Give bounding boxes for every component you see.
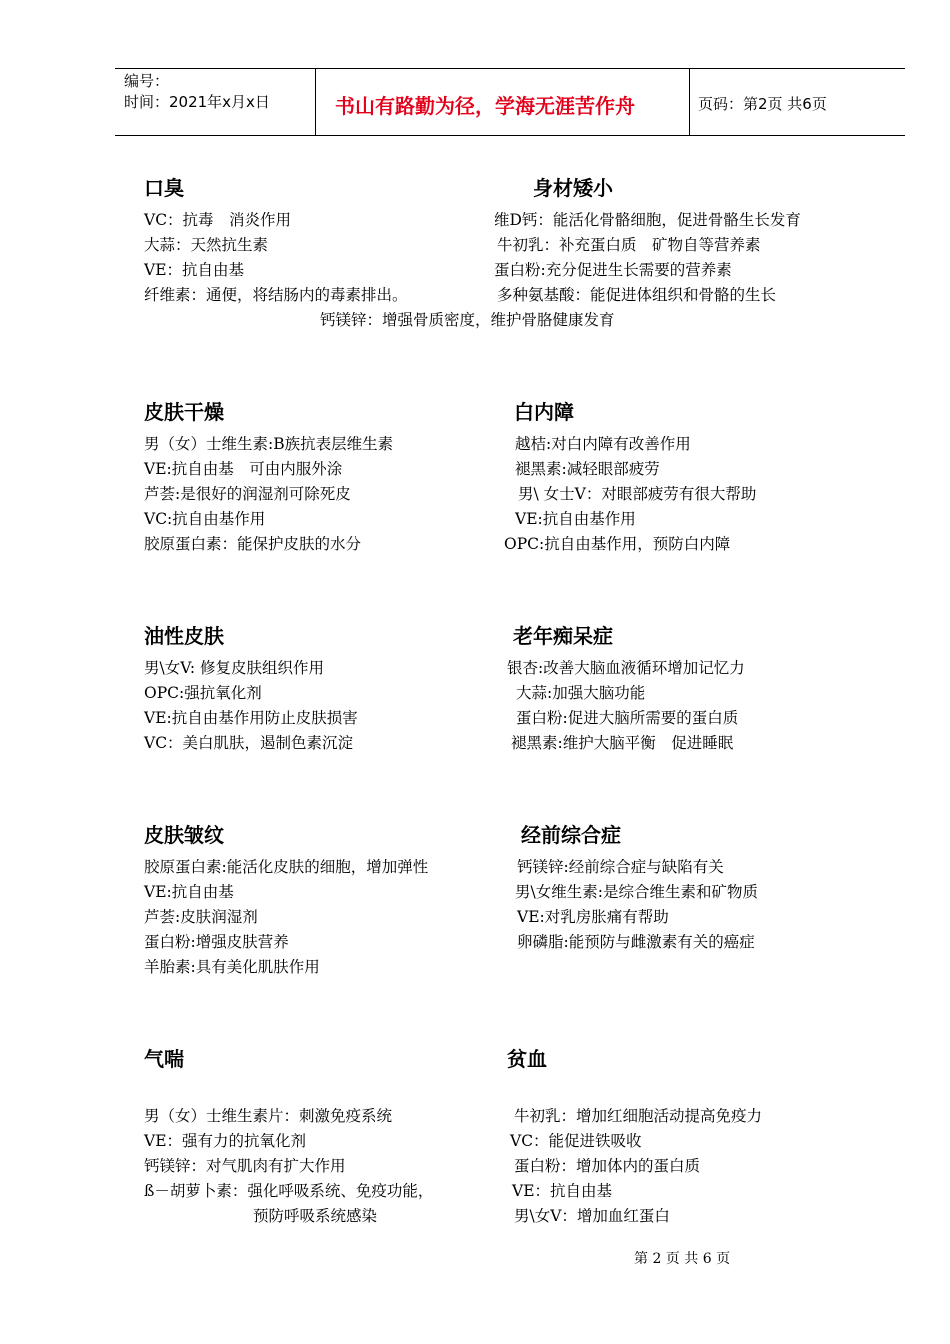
section-line: 蛋白粉：增加体内的蛋白质 bbox=[514, 1157, 701, 1175]
section-line: 羊胎素:具有美化肌肤作用 bbox=[144, 958, 320, 976]
section-line: VC：抗毒 消炎作用 bbox=[144, 211, 292, 229]
section-line: VC:抗自由基作用 bbox=[144, 510, 266, 528]
section-line: 牛初乳：补充蛋白质 矿物自等营养素 bbox=[497, 236, 761, 254]
section-line: 蛋白粉:充分促进生长需要的营养素 bbox=[494, 261, 732, 279]
section-title-dry-skin: 皮肤干燥 bbox=[144, 400, 224, 424]
section-line: 蛋白粉:促进大脑所需要的蛋白质 bbox=[516, 709, 739, 727]
section-line: 银杏:改善大脑血液循环增加记忆力 bbox=[507, 659, 745, 677]
section-line: 褪黑素:减轻眼部疲劳 bbox=[515, 460, 660, 478]
section-line: 蛋白粉:增强皮肤营养 bbox=[144, 933, 289, 951]
header-divider-right bbox=[689, 68, 690, 136]
section-line: 越桔:对白内障有改善作用 bbox=[515, 435, 691, 453]
section-line: 牛初乳：增加红细胞活动提高免疫力 bbox=[514, 1107, 763, 1125]
section-line: VC：能促进铁吸收 bbox=[510, 1132, 642, 1150]
header-code-label: 编号： bbox=[124, 72, 170, 90]
section-line: 预防呼吸系统感染 bbox=[253, 1207, 378, 1225]
section-title-wrinkles: 皮肤皱纹 bbox=[144, 823, 224, 847]
header-bottom-rule bbox=[115, 135, 905, 136]
section-title-bad-breath: 口臭 bbox=[144, 176, 184, 200]
section-line: 钙镁锌：增强骨质密度，维护骨胳健康发育 bbox=[320, 311, 615, 329]
section-line: VE:对乳房胀痛有帮助 bbox=[517, 908, 669, 926]
section-line: 芦荟:是很好的润湿剂可除死皮 bbox=[144, 485, 351, 503]
section-line: VE:抗自由基作用防止皮肤损害 bbox=[144, 709, 358, 727]
section-title-cataract: 白内障 bbox=[514, 400, 574, 424]
section-line: VE：强有力的抗氧化剂 bbox=[144, 1132, 307, 1150]
section-line: ß－胡萝卜素：强化呼吸系统、免疫功能， bbox=[144, 1182, 434, 1200]
section-line: VE：抗自由基 bbox=[144, 261, 245, 279]
section-line: 卵磷脂:能预防与雌激素有关的癌症 bbox=[517, 933, 755, 951]
section-line: 多种氨基酸：能促进体组织和骨骼的生长 bbox=[497, 286, 777, 304]
section-line: OPC:强抗氧化剂 bbox=[144, 684, 262, 702]
header-divider-left bbox=[315, 68, 316, 136]
section-line: 大蒜:加强大脑功能 bbox=[516, 684, 646, 702]
section-line: 男\女V: 修复皮肤组织作用 bbox=[144, 659, 325, 677]
section-line: 男（女）士维生素:B族抗表层维生素 bbox=[144, 435, 394, 453]
section-line: VE：抗自由基 bbox=[512, 1182, 613, 1200]
section-title-pms: 经前综合症 bbox=[521, 823, 621, 847]
section-line: 褪黑素:维护大脑平衡 促进睡眠 bbox=[511, 734, 734, 752]
section-line: 胶原蛋白素：能保护皮肤的水分 bbox=[144, 535, 362, 553]
section-title-oily-skin: 油性皮肤 bbox=[144, 624, 224, 648]
section-line: 男\ 女士V：对眼部疲劳有很大帮助 bbox=[518, 485, 757, 503]
section-title-asthma: 气喘 bbox=[144, 1047, 184, 1071]
section-line: OPC:抗自由基作用，预防白内障 bbox=[504, 535, 731, 553]
header-page-label: 页码：第2页 共6页 bbox=[698, 95, 827, 113]
section-line: 男\女维生素:是综合维生素和矿物质 bbox=[515, 883, 758, 901]
section-line: 钙镁锌:经前综合症与缺陷有关 bbox=[517, 858, 724, 876]
section-line: 胶原蛋白素:能活化皮肤的细胞，增加弹性 bbox=[144, 858, 429, 876]
section-line: VE:抗自由基 可由内服外涂 bbox=[144, 460, 343, 478]
header-time-label: 时间：2021年x月x日 bbox=[124, 93, 270, 111]
section-line: VC：美白肌肤，遏制色素沉淀 bbox=[144, 734, 354, 752]
section-line: VE:抗自由基 bbox=[144, 883, 234, 901]
header-motto: 书山有路勤为径，学海无涯苦作舟 bbox=[335, 94, 635, 118]
section-title-dementia: 老年痴呆症 bbox=[513, 624, 613, 648]
section-line: 男（女）士维生素片：刺激免疫系统 bbox=[144, 1107, 393, 1125]
section-title-short-stature: 身材矮小 bbox=[533, 176, 613, 200]
section-line: 纤维素：通便，将结肠内的毒素排出。 bbox=[144, 286, 408, 304]
page-footer: 第 2 页 共 6 页 bbox=[634, 1251, 731, 1267]
section-line: 大蒜：天然抗生素 bbox=[144, 236, 269, 254]
section-line: 维D钙：能活化骨骼细胞，促进骨骼生长发育 bbox=[494, 211, 801, 229]
section-line: 芦荟:皮肤润湿剂 bbox=[144, 908, 258, 926]
header-top-rule bbox=[115, 68, 905, 69]
section-line: VE:抗自由基作用 bbox=[515, 510, 636, 528]
section-title-anemia: 贫血 bbox=[507, 1047, 547, 1071]
section-line: 钙镁锌：对气肌肉有扩大作用 bbox=[144, 1157, 346, 1175]
section-line: 男\女V：增加血红蛋白 bbox=[514, 1207, 670, 1225]
